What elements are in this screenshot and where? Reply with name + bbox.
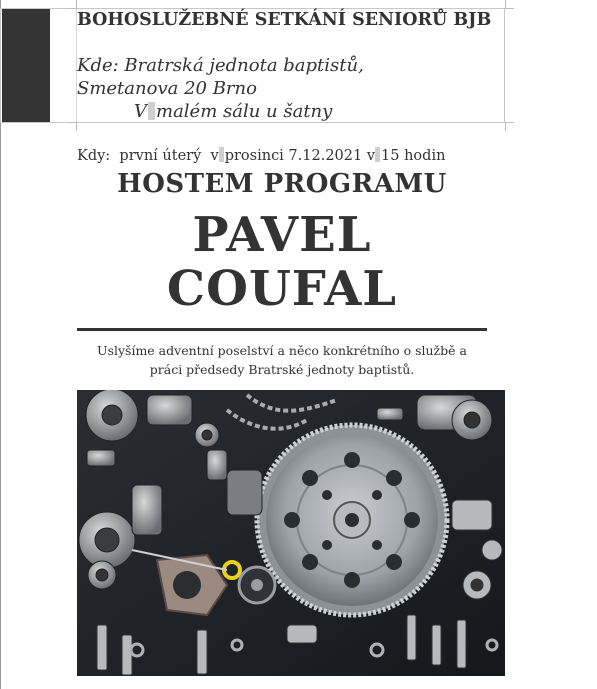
crop-mark-bottom-right [505,122,514,131]
pulley [239,567,275,603]
date-part-2: prosinci 7.12.2021 v [224,148,376,164]
description-line-2: práci předsedy Bratrské jednoty baptistů. [149,362,415,377]
description[interactable] [77,341,487,379]
engine-parts-image[interactable] [77,390,505,676]
crop-mark-top-left [68,0,77,9]
venue-line-3 [77,100,364,123]
speaker-last-name: COUFAL [166,261,398,317]
venue-line-2: Smetanova 20 Brno [77,78,257,99]
speaker-first-name: PAVEL [192,207,372,263]
date-line[interactable] [77,146,445,166]
date-label: Kdy: [77,148,111,164]
venue-block[interactable] [77,54,364,123]
description-line-1: Uslyšíme adventní poselství a něco konkrétního o službě a [97,343,467,358]
venue-line-3-prefix: V [134,101,147,122]
crop-mark-top-right [505,0,514,9]
divider-rule [77,328,487,331]
venue-line-1: Kde: Bratrská jednota baptistů, [77,55,364,76]
event-title[interactable]: BOHOSLUŽEBNÉ SETKÁNÍ SENIORŮ BJB [77,10,492,30]
text-marker [219,147,224,162]
text-marker [375,147,380,162]
date-part-1: první úterý v [119,148,219,164]
venue-line-3-text: malém sálu u šatny [156,101,333,122]
speaker-name[interactable] [77,208,487,316]
flywheel [257,425,447,615]
guest-heading[interactable]: HOSTEM PROGRAMU [117,169,447,199]
date-part-3: 15 hodin [381,148,446,164]
text-marker [148,102,155,120]
engine-parts-illustration [77,390,505,676]
crop-mark-bottom-left [68,122,77,131]
